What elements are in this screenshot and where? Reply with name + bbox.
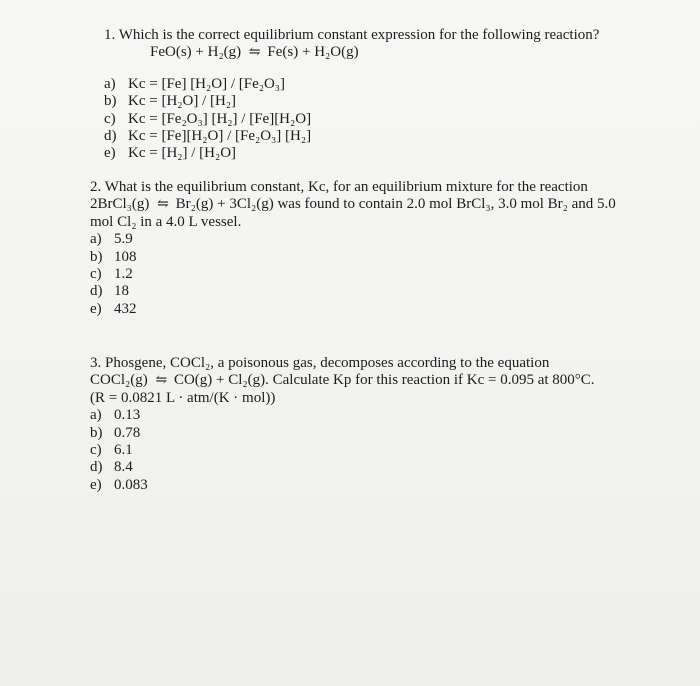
- question-2-line-2: [90, 196, 616, 213]
- option-a[interactable]: a) 5.9: [90, 231, 133, 248]
- question-3: [90, 355, 595, 494]
- option-c[interactable]: c) 1.2: [90, 266, 133, 283]
- question-1: [104, 27, 599, 163]
- reaction-left: COCl₂(g): [90, 372, 148, 389]
- option-a[interactable]: a) Kc = [Fe] [H₂O] / [Fe₂O₃]: [104, 75, 286, 92]
- option-a[interactable]: a) 0.13: [90, 407, 141, 424]
- option-c[interactable]: c) 6.1: [90, 442, 133, 459]
- question-3-line-2-rest: CO(g) + Cl₂(g). Calculate Kp for this reaction if Kc = 0.095 at 800°C.: [173, 372, 595, 389]
- reaction-left: FeO(s) + H₂(g): [150, 44, 242, 61]
- question-3-line-2: [90, 372, 595, 389]
- reaction-right: Fe(s) + H₂O(g): [267, 44, 359, 61]
- question-3-line-1: 3. Phosgene, COCl₂, a poisonous gas, decomposes according to the equation: [90, 355, 550, 371]
- question-2-options: [90, 231, 616, 318]
- equilibrium-arrow-icon: ⇋: [155, 373, 167, 389]
- option-e[interactable]: e) 0.083: [90, 476, 148, 493]
- equilibrium-arrow-icon: ⇋: [157, 197, 168, 213]
- option-d[interactable]: d) 8.4: [90, 459, 133, 476]
- reaction-left: 2BrCl₃(g): [90, 196, 150, 213]
- question-2-line-2-rest: Br₂(g) + 3Cl₂(g) was found to contain 2.0 mol BrCl₃, 3.0 mol Br₂ and 5.0: [175, 196, 616, 213]
- equilibrium-arrow-icon: ⇋: [248, 45, 260, 61]
- question-2: [90, 179, 616, 318]
- option-b[interactable]: b) 0.78: [90, 424, 141, 441]
- option-c[interactable]: c) Kc = [Fe₂O₃] [H₂] / [Fe][H₂O]: [104, 110, 312, 127]
- option-e[interactable]: e) Kc = [H₂] / [H₂O]: [104, 145, 237, 162]
- question-1-text: 1. Which is the correct equilibrium constant expression for the following reaction?: [104, 27, 600, 43]
- option-d[interactable]: d) 18: [90, 283, 129, 300]
- question-3-line-3: (R = 0.0821 L · atm/(K · mol)): [90, 389, 276, 406]
- option-b[interactable]: b) Kc = [H₂O] / [H₂]: [104, 93, 237, 110]
- question-2-line-1: 2. What is the equilibrium constant, Kc, for an equilibrium mixture for the reaction: [90, 179, 588, 195]
- option-d[interactable]: d) Kc = [Fe][H₂O] / [Fe₂O₃] [H₂]: [104, 128, 312, 145]
- question-2-line-3: mol Cl₂ in a 4.0 L vessel.: [90, 213, 242, 230]
- question-1-reaction: [104, 44, 599, 61]
- option-e[interactable]: e) 432: [90, 300, 137, 317]
- option-b[interactable]: b) 108: [90, 248, 137, 265]
- question-1-options: [104, 76, 599, 163]
- question-3-options: [90, 407, 595, 494]
